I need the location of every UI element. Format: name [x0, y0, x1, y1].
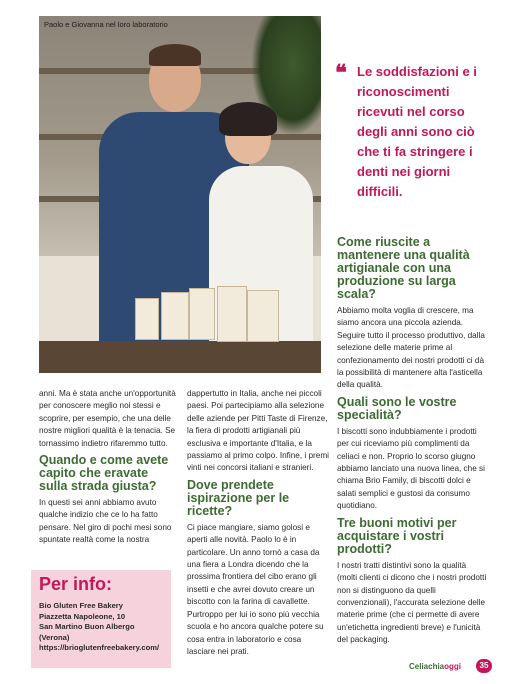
- answer-3: Abbiamo molta voglia di crescere, ma siamo ancora una piccola azienda. Seguire tutto il processo produttivo, dalla selezione delle materie prime al confezionamento dei nostri prodotti ci dà la possibilità di mantenere alta l'asticella della qualità.: [337, 306, 485, 390]
- column-2: [187, 388, 329, 662]
- info-line: Piazzetta Napoleone, 10: [39, 611, 126, 621]
- info-title: Per info:: [39, 574, 113, 594]
- table: [39, 341, 321, 373]
- info-link[interactable]: https://brioglutenfreebakery.com/: [39, 643, 160, 653]
- photo-couple: [39, 16, 321, 373]
- column-3: [337, 236, 487, 651]
- answer-5: I nostri tratti distintivi sono la qualità (molti clienti ci dicono che i nostri prodotti non si distinguono da quelli convenzionali), l'accurata selezione delle materie prime (che ci permette di avere un'etichetta ingredienti breve) e l'unicità del packaging.: [337, 560, 487, 645]
- info-line: Bio Gluten Free Bakery: [39, 601, 123, 610]
- info-contact: [39, 601, 169, 654]
- question-heading-1: Quando e come avete capito che eravate sulla strada giusta?: [39, 453, 169, 494]
- question-heading-4: Quali sono le vostre specialità?: [337, 394, 457, 422]
- brand-part-a: Celiachia: [409, 662, 445, 671]
- answer-1: In questi sei anni abbiamo avuto qualche indizio che ce lo ha fatto pensare. Nel giro di pochi mesi sono spuntate realtà come la nostra: [39, 498, 172, 545]
- col1-intro: anni. Ma è stata anche un'opportunità per conoscere meglio noi stessi e scoprire, per esempio, che una delle nostre migliori qualità è la tenacia. Se tornassimo indietro rifaremmo tutto.: [39, 389, 176, 448]
- page-number: 35: [476, 659, 492, 673]
- answer-2: Ci piace mangiare, siamo golosi e aperti alle novità. Paolo lo è in particolare. Un anno tornò a casa da una fiera a Londra dicendo che la prossima frontiera del cibo erano gli insetti e che avrei dovuto creare un biscotto con la farina di cavallette. Purtroppo per lui io sono più vecchia scuola e ho ancora qualche potere su cosa entra in laboratorio e cosa lasciare nei prati.: [187, 522, 324, 656]
- quote-mark-icon: ❝: [335, 60, 347, 85]
- column-1: [39, 388, 179, 551]
- question-heading-2: Dove prendete ispirazione per le ricette?: [187, 477, 290, 518]
- question-heading-3: Come riuscite a mantenere una qualità artigianale con una produzione su larga scala?: [337, 235, 470, 301]
- answer-4: I biscotti sono indubbiamente i prodotti per cui riceviamo più complimenti da celiaci e non. Proprio lo scorso giugno abbiamo lanciato una nuova linea, che si chiama Brio Family, di biscotti dolci e salati semplici e gustosi da consumo quotidiano.: [337, 426, 485, 511]
- info-line: (Verona): [39, 632, 70, 642]
- question-heading-5: Tre buoni motivi per acquistare i vostri prodotti?: [337, 515, 457, 556]
- pull-quote: Le soddisfazioni e i riconoscimenti ricevuti nel corso degli anni sono ciò che ti fa stringere i denti nei giorni difficili.: [357, 64, 477, 199]
- brand-part-b: oggi: [444, 662, 462, 671]
- photo-caption: Paolo e Giovanna nel loro laboratorio: [44, 20, 168, 29]
- col2-intro: dappertutto in Italia, anche nei piccoli paesi. Poi partecipiamo alla selezione delle aziende per Pitti Taste di Firenze, la fiera di prodotti artigianali più esclusiva e importante d'Italia, e la passiamo al primo colpo. Infine, i premi vinti nei concorsi italiani e stranieri.: [187, 389, 329, 473]
- info-line: San Martino Buon Albergo: [39, 622, 135, 632]
- magazine-brand: [409, 662, 461, 671]
